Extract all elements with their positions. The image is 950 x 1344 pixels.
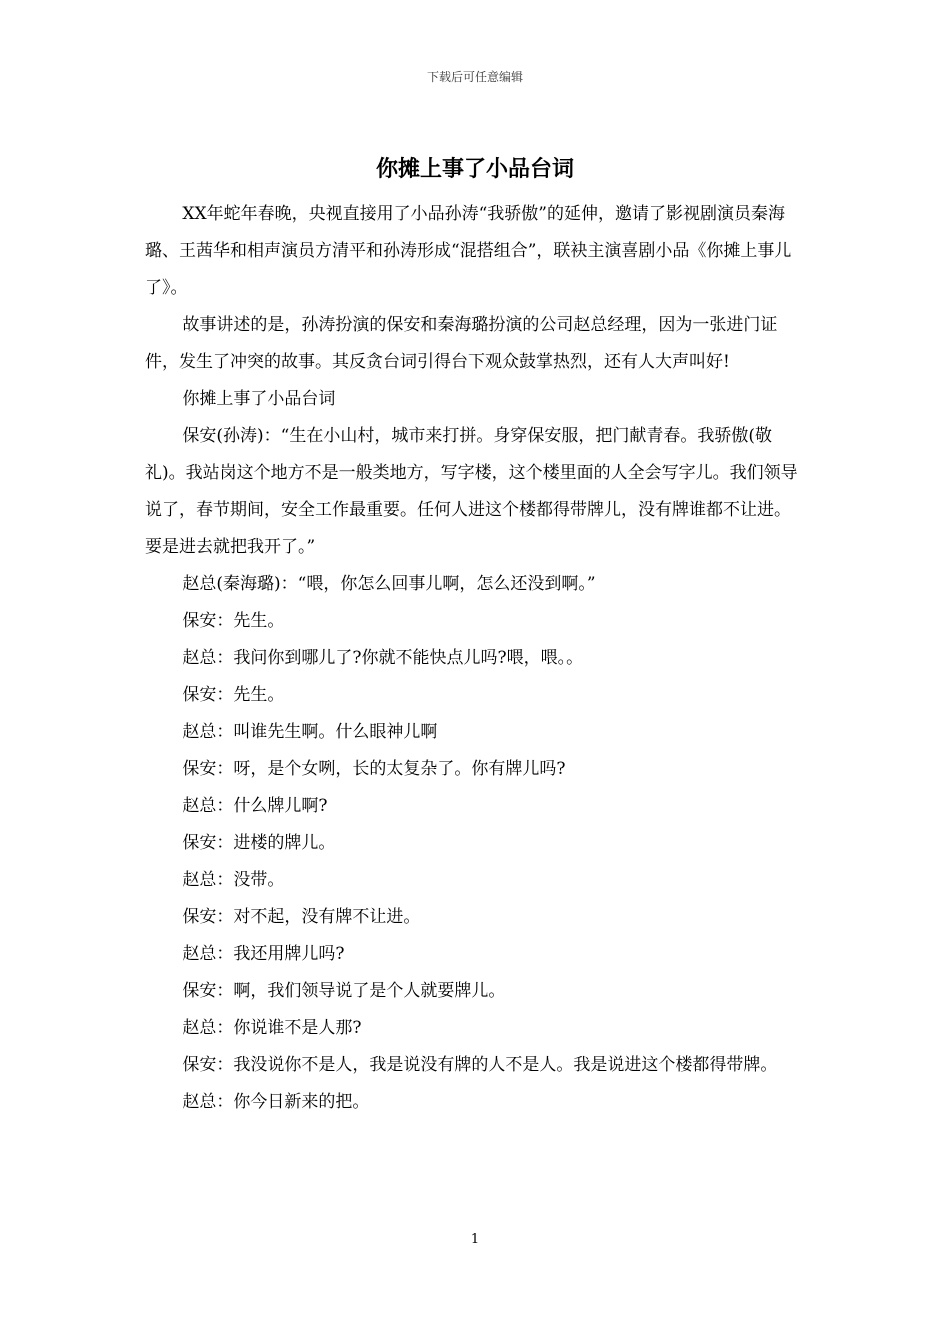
document-title: 你摊上事了小品台词 bbox=[375, 157, 574, 182]
paragraph: 赵总：什么牌儿啊? bbox=[182, 796, 328, 816]
paragraph: 赵总：你说谁不是人那? bbox=[182, 1018, 362, 1038]
paragraph: 赵总(秦海璐)：“喂，你怎么回事儿啊，怎么还没到啊。” bbox=[182, 574, 596, 594]
paragraph: 保安：先生。 bbox=[182, 611, 285, 631]
paragraph: 保安：先生。 bbox=[182, 685, 285, 705]
document-body bbox=[145, 196, 807, 1121]
paragraph: 故事讲述的是，孙涛扮演的保安和秦海璐扮演的公司赵总经理，因为一张进门证件，发生了冲突的故事。其反贪台词引得台下观众鼓掌热烈，还有人大声叫好! bbox=[145, 315, 778, 372]
paragraph: XX年蛇年春晚，央视直接用了小品孙涛“我骄傲”的延伸，邀请了影视剧演员秦海璐、王茜华和相声演员方清平和孙涛形成“混搭组合”，联袂主演喜剧小品《你摊上事儿了》。 bbox=[145, 204, 792, 298]
paragraph: 保安(孙涛)：“生在小山村，城市来打拼。身穿保安服，把门献青春。我骄傲(敬礼)。我站岗这个地方不是一般类地方，写字楼，这个楼里面的人全会写字儿。我们领导说了，春节期间，安全工作最重要。任何人进这个楼都得带牌儿，没有牌谁都不让进。要是进去就把我开了。” bbox=[145, 426, 798, 557]
paragraph: 保安：呀，是个女咧，长的太复杂了。你有牌儿吗? bbox=[182, 759, 566, 779]
paragraph: 赵总：你今日新来的把。 bbox=[182, 1092, 370, 1112]
paragraph: 保安：对不起，没有牌不让进。 bbox=[182, 907, 421, 927]
paragraph: 赵总：没带。 bbox=[182, 870, 285, 890]
paragraph: 赵总：我还用牌儿吗? bbox=[182, 944, 345, 964]
paragraph: 保安：啊，我们领导说了是个人就要牌儿。 bbox=[182, 981, 506, 1001]
paragraph: 你摊上事了小品台词 bbox=[182, 389, 336, 409]
paragraph: 保安：我没说你不是人，我是说没有牌的人不是人。我是说进这个楼都得带牌。 bbox=[182, 1055, 778, 1075]
page-header: 下载后可任意编辑 bbox=[426, 70, 523, 84]
paragraph: 赵总：我问你到哪儿了?你就不能快点儿吗?喂，喂。。 bbox=[182, 648, 584, 668]
paragraph: 赵总：叫谁先生啊。什么眼神儿啊 bbox=[182, 722, 438, 742]
page-number: 1 bbox=[470, 1232, 480, 1247]
paragraph: 保安：进楼的牌儿。 bbox=[182, 833, 336, 853]
